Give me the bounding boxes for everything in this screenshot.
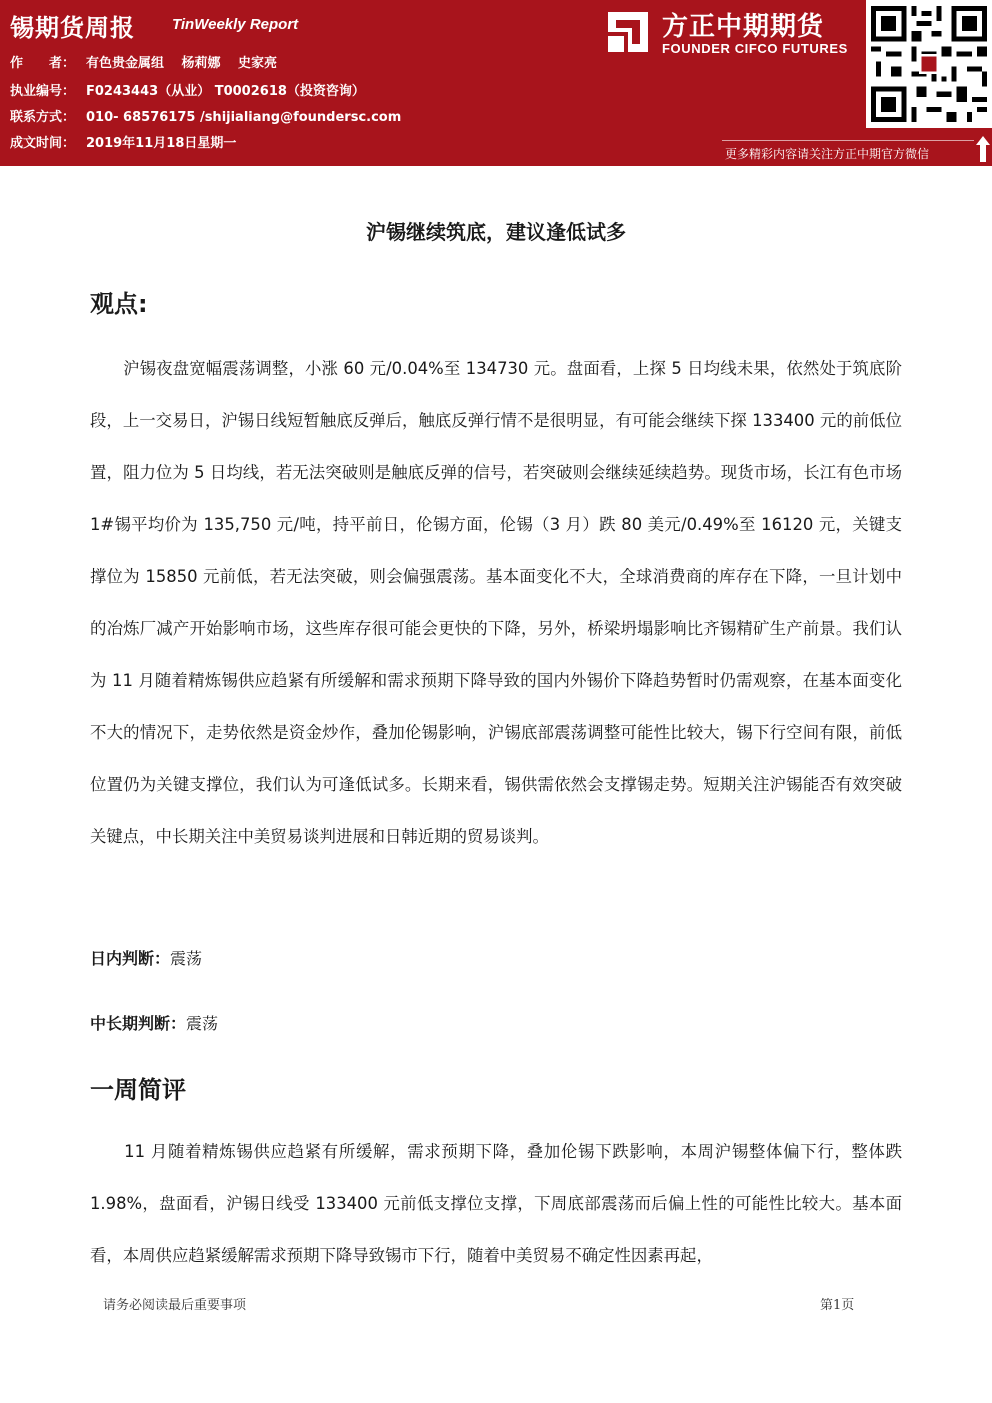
author-label: 作 者： — [10, 56, 76, 71]
longterm-label: 中长期判断： — [90, 1014, 187, 1033]
contact-label: 联系方式： — [10, 110, 76, 125]
viewpoint-paragraph: 沪锡夜盘宽幅震荡调整，小涨 60 元/0.04%至 134730 元。盘面看，上探 5 日均线未果，依然处于筑底阶段，上一交易日，沪锡日线短暂触底反弹后，触底反弹行情不是很明显，有可能会继续下探 133400 元的前低位置，阻力位为 5 日均线，若无法突破则是触底反弹的信号，若突破则会继续延续趋势。现货市场，长江有色市场 1#锡平均价为 135,750 元/吨，持平前日，伦锡方面，伦锡（3 月）跌 80 美元/0.49%至 16120 元，关键支撑位为 15850 元前低，若无法突破，则会偏强震荡。基本面变化不大，全球消费商的库存在下降，一旦计划中的冶炼厂减产开始影响市场，这些库存很可能会更快的下降，另外，桥梁坍塌影响比齐锡精矿生产前景。我们认为 11 月随着精炼锡供应趋紧有所缓解和需求预期下降导致的国内外锡价下降趋势暂时仍需观察，在基本面变化不大的情况下，走势依然是资金炒作，叠加伦锡影响，沪锡底部震荡调整可能性比较大，锡下行空间有限，前低位置仍为关键支撑位，我们认为可逢低试多。长期来看，锡供需依然会支撑锡走势。短期关注沪锡能否有效突破关键点，中长期关注中美贸易谈判进展和日韩近期的贸易谈判。 — [90, 359, 902, 846]
intraday-value: 震荡 — [170, 949, 203, 968]
intraday-label: 日内判断： — [90, 949, 171, 968]
company-logo-icon — [606, 10, 650, 54]
qr-code-icon[interactable] — [866, 0, 992, 128]
date-label: 成文时间： — [10, 136, 76, 151]
license-row — [10, 80, 365, 99]
author-row — [10, 52, 277, 71]
header-divider — [722, 140, 974, 141]
report-name-en: TinWeekly Report — [172, 16, 299, 33]
company-name-en: FOUNDER CIFCO FUTURES — [662, 41, 848, 56]
author-value: 有色贵金属组 杨莉娜 史家亮 — [86, 56, 278, 71]
arrow-up-icon — [976, 136, 990, 162]
page-number: 第1页 — [820, 1298, 855, 1313]
license-label: 执业编号： — [10, 84, 76, 99]
date-value: 2019年11月18日星期一 — [86, 136, 237, 151]
section-heading-weekly: 一周简评 — [90, 1076, 186, 1104]
report-header — [0, 0, 992, 166]
longterm-judgment — [90, 1011, 218, 1034]
contact-value[interactable]: 010- 68576175 /shijialiang@foundersc.com — [86, 110, 402, 125]
company-name-cn: 方正中期期货 — [662, 12, 825, 42]
article-title: 沪锡继续筑底，建议逢低试多 — [366, 220, 626, 244]
weekly-paragraph: 11 月随着精炼锡供应趋紧有所缓解，需求预期下降，叠加伦锡下跌影响，本周沪锡整体偏下行，整体跌 1.98%，盘面看，沪锡日线受 133400 元前低支撑位支撑，下周底部震荡而后偏上性的可能性比较大。基本面看，本周供应趋紧缓解需求预期下降导致锡市下行，随着中美贸易不确定性因素再起， — [90, 1142, 902, 1265]
date-row — [10, 132, 236, 151]
longterm-value: 震荡 — [186, 1014, 219, 1033]
report-name: 锡期货周报 — [10, 14, 135, 42]
follow-wechat-text: 更多精彩内容请关注方正中期官方微信 — [725, 147, 930, 161]
footer-notice: 请务必阅读最后重要事项 — [103, 1298, 247, 1313]
intraday-judgment — [90, 946, 202, 969]
section-heading-viewpoint: 观点: — [90, 290, 148, 318]
license-value: F0243443（从业） T0002618（投资咨询） — [86, 84, 365, 99]
contact-row — [10, 106, 401, 125]
